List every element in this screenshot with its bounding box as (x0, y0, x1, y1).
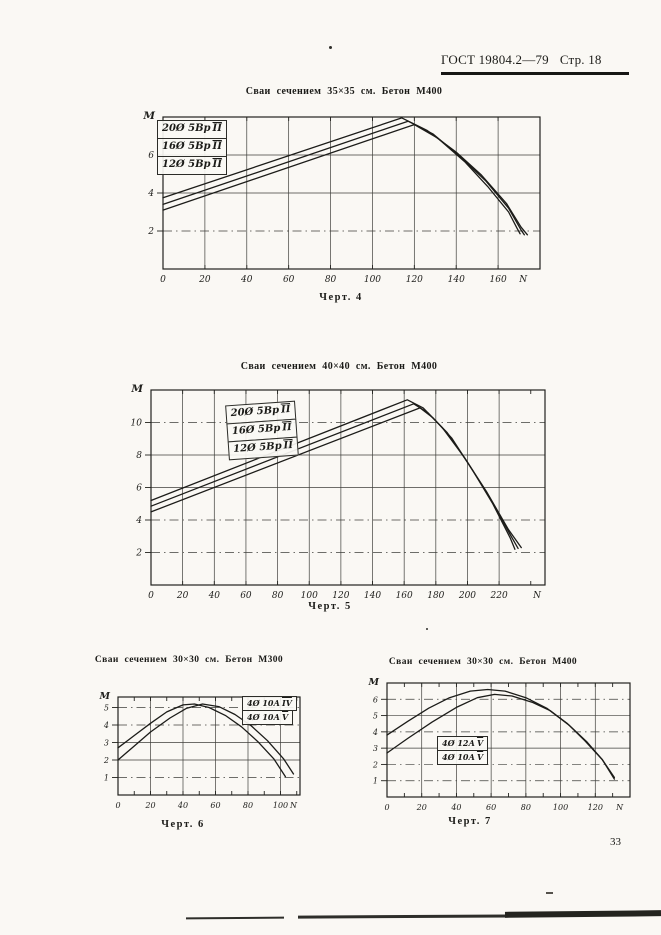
svg-text:4: 4 (148, 189, 154, 199)
svg-text:80: 80 (520, 803, 531, 812)
svg-text:80: 80 (242, 801, 254, 810)
chart-caption: Черт. 7 (448, 816, 492, 827)
svg-text:60: 60 (240, 591, 252, 601)
legend-item: 4Ø 10А $\overline{IV}$ (242, 696, 297, 711)
scan-artifact-smudge (505, 910, 661, 918)
svg-text:0: 0 (115, 801, 121, 810)
svg-text:80: 80 (324, 275, 337, 285)
svg-text:120: 120 (587, 803, 603, 812)
svg-text:160: 160 (489, 275, 507, 285)
svg-text:120: 120 (332, 591, 350, 601)
svg-text:100: 100 (272, 801, 289, 810)
svg-text:6: 6 (372, 695, 378, 705)
svg-text:0: 0 (160, 275, 166, 285)
legend-item: 20Ø 5Вр $\overline{II}$ (157, 120, 227, 139)
svg-text:2: 2 (148, 227, 154, 237)
svg-text:4: 4 (372, 727, 378, 737)
svg-text:20: 20 (176, 591, 189, 601)
svg-text:40: 40 (177, 801, 189, 810)
chart-title: Сваи сечением 35×35 см. Бетон М400 (245, 86, 443, 97)
chart-legend (437, 737, 488, 765)
chart-title: Сваи сечением 40×40 см. Бетон М400 (240, 361, 438, 372)
svg-text:20: 20 (145, 801, 156, 810)
legend-item: 4Ø 12А $\overline{V}$ (437, 736, 488, 751)
svg-text:10: 10 (130, 418, 142, 429)
svg-text:N: N (290, 801, 297, 810)
chart-canvas (115, 380, 563, 602)
svg-text:М: М (99, 691, 110, 702)
scan-artifact-dot (329, 46, 332, 49)
svg-text:40: 40 (241, 275, 253, 285)
svg-text:100: 100 (552, 803, 569, 812)
chart-caption: Черт. 5 (308, 601, 352, 612)
svg-text:120: 120 (405, 275, 423, 285)
chart-title: Сваи сечением 30×30 см. Бетон М400 (388, 657, 578, 667)
svg-text:6: 6 (136, 483, 142, 494)
scan-artifact-mark (546, 892, 553, 894)
page-header (441, 52, 629, 75)
svg-text:М: М (368, 677, 379, 688)
svg-text:20: 20 (416, 803, 427, 812)
svg-text:4: 4 (103, 721, 109, 730)
svg-text:100: 100 (300, 591, 318, 601)
svg-text:140: 140 (363, 591, 382, 601)
chart-legend (242, 697, 297, 725)
svg-text:60: 60 (282, 275, 295, 285)
svg-text:200: 200 (458, 591, 477, 601)
svg-text:60: 60 (486, 803, 497, 812)
svg-text:0: 0 (148, 591, 154, 601)
svg-text:180: 180 (427, 591, 445, 601)
legend-item: 4Ø 10А $\overline{V}$ (437, 750, 488, 765)
svg-text:0: 0 (384, 803, 390, 812)
svg-text:3: 3 (372, 744, 378, 754)
svg-text:160: 160 (395, 591, 413, 601)
scan-artifact-dot (426, 628, 428, 630)
chart-caption: Черт. 6 (161, 819, 205, 830)
svg-text:40: 40 (451, 803, 462, 812)
figure-chart-7 (353, 664, 649, 821)
svg-text:2: 2 (372, 760, 378, 770)
svg-text:8: 8 (136, 451, 142, 461)
legend-item: 4Ø 10А $\overline{V}$ (242, 710, 293, 725)
chart-legend (225, 402, 298, 461)
svg-text:1: 1 (103, 773, 109, 783)
svg-text:220: 220 (490, 591, 508, 601)
legend-item: 12Ø $5Вр\overline{II}$ (228, 437, 299, 461)
svg-text:3: 3 (103, 738, 109, 748)
chart-caption: Черт. 4 (319, 292, 363, 303)
svg-text:2: 2 (103, 756, 109, 765)
svg-text:20: 20 (199, 275, 211, 285)
legend-item: 12Ø 5Вр $\overline{II}$ (157, 156, 227, 175)
svg-text:80: 80 (271, 591, 284, 601)
svg-text:140: 140 (447, 275, 465, 285)
page-number: 33 (610, 836, 621, 848)
svg-text:5: 5 (372, 711, 378, 721)
svg-text:60: 60 (210, 801, 221, 810)
svg-text:2: 2 (136, 548, 142, 559)
svg-text:40: 40 (208, 591, 221, 601)
svg-text:4: 4 (136, 516, 142, 526)
legend-item: 20Ø $5Вр\overline{II}$ (225, 401, 296, 425)
svg-text:N: N (616, 803, 624, 812)
figure-chart-5 (115, 380, 563, 607)
legend-item: 16Ø 5Вр $\overline{II}$ (157, 138, 227, 157)
page-label: Стр. 18 (559, 52, 602, 67)
scan-artifact-line (298, 914, 528, 918)
legend-item: 16Ø $5Вр\overline{II}$ (226, 419, 297, 443)
gost-number: ГОСТ 19804.2—79 (441, 52, 549, 67)
svg-text:М: М (131, 383, 143, 395)
series-curve (151, 404, 518, 549)
scan-artifact-line (186, 917, 284, 920)
chart-legend (157, 121, 227, 175)
svg-text:1: 1 (372, 776, 378, 786)
svg-text:N: N (519, 275, 528, 285)
chart-title: Сваи сечением 30×30 см. Бетон М300 (94, 655, 284, 665)
svg-text:6: 6 (148, 151, 154, 161)
chart-canvas (353, 664, 649, 816)
svg-text:100: 100 (363, 275, 382, 285)
svg-text:М: М (143, 110, 155, 122)
svg-text:5: 5 (103, 703, 109, 713)
series-curve (151, 400, 521, 548)
svg-text:N: N (533, 591, 542, 601)
